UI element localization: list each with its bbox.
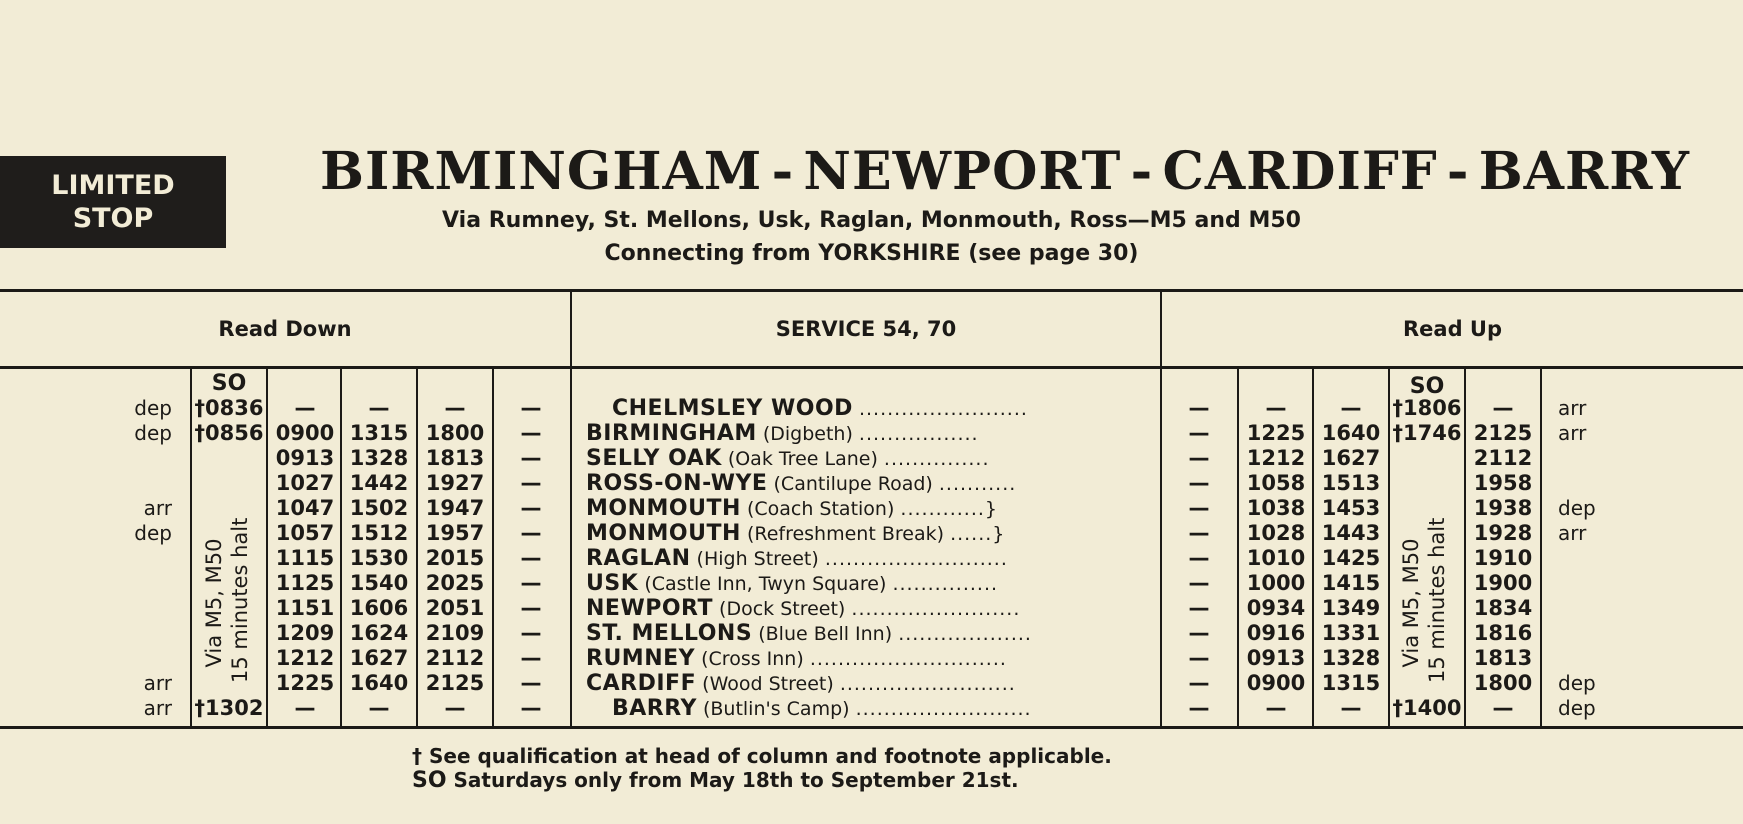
- footnote-so-text: Saturdays only from May 18th to September 21st.: [453, 768, 1019, 792]
- stop-name: CHELMSLEY WOOD: [612, 396, 853, 421]
- down-time-cell: 1800: [425, 421, 485, 445]
- up-time-cell: 1315: [1321, 671, 1381, 695]
- stop-detail: (Dock Street): [719, 598, 846, 620]
- stop-detail: (Coach Station): [746, 498, 895, 520]
- down-arr-dep-label: [112, 546, 172, 571]
- down-time-cell: 2125: [425, 671, 485, 695]
- up-time-cell: 1225: [1246, 421, 1306, 445]
- up-time-cell: 0916: [1246, 621, 1306, 645]
- up-time-cell: 1028: [1246, 521, 1306, 545]
- down-time-cell: 2015: [425, 546, 485, 570]
- stop-row: [586, 396, 1168, 421]
- stop-row: [586, 621, 1142, 646]
- title-dash-1: -: [771, 140, 795, 202]
- down-time-cell: 2025: [425, 571, 485, 595]
- down-time-cell: 1540: [349, 571, 409, 595]
- down-time-cell: —: [444, 396, 466, 420]
- up-time-cell: —: [1188, 621, 1210, 645]
- stop-leader-dots: ........................: [851, 598, 1021, 620]
- stop-row: [586, 596, 1142, 621]
- down-time-cell: —: [520, 471, 542, 495]
- up-time-cell: —: [1188, 646, 1210, 670]
- stop-detail: (Digbeth): [762, 423, 853, 445]
- down-time-cell: [192, 596, 266, 621]
- up-time-cell: †1806: [1392, 396, 1462, 420]
- read-up-header: Read Up: [1402, 317, 1502, 341]
- down-time-cell: 1209: [275, 621, 335, 645]
- header-bottom-rule: [0, 366, 1743, 369]
- stop-name: SELLY OAK: [586, 446, 722, 471]
- down-time-cell: —: [520, 396, 542, 420]
- up-arr-dep-label: [1558, 646, 1618, 671]
- up-time-cell: 1627: [1321, 446, 1381, 470]
- stop-name: RAGLAN: [586, 546, 691, 571]
- up-time-cell: —: [1188, 396, 1210, 420]
- up-arr-dep-label: [1558, 546, 1618, 571]
- up-arr-dep-label: [1558, 471, 1618, 496]
- up-time-cell: †1746: [1392, 421, 1462, 445]
- down-time-cell: [192, 621, 266, 646]
- stop-row: [586, 421, 1142, 446]
- down-time-cell: 0900: [275, 421, 335, 445]
- down-time-cell: [192, 521, 266, 546]
- stop-leader-dots: .........................: [855, 698, 1032, 720]
- up-time-cell: 1349: [1321, 596, 1381, 620]
- down-time-cell: 1512: [349, 521, 409, 545]
- stop-leader-dots: ...........: [938, 473, 1017, 495]
- up-arr-dep-label: arr: [1558, 521, 1587, 545]
- up-time-cell: 1910: [1473, 546, 1533, 570]
- title-birmingham: BIRMINGHAM: [320, 140, 763, 202]
- up-arr-dep-label: arr: [1558, 396, 1587, 420]
- stop-leader-dots: ............................: [809, 648, 1007, 670]
- up-time-cell: 1000: [1246, 571, 1306, 595]
- down-time-cell: —: [520, 696, 542, 720]
- down-arr-dep-label: dep: [134, 521, 172, 545]
- stop-row: [586, 521, 1142, 546]
- up-time-cell: —: [1492, 396, 1514, 420]
- up-time-cell: 1425: [1321, 546, 1381, 570]
- up-time-cell: 1813: [1473, 646, 1533, 670]
- up-time-cell: 1938: [1473, 496, 1533, 520]
- up-time-cell: [1390, 646, 1464, 671]
- stop-detail: (Oak Tree Lane): [727, 448, 878, 470]
- stop-name: CARDIFF: [586, 671, 697, 696]
- up-time-cell: —: [1188, 571, 1210, 595]
- up-time-cell: 1640: [1321, 421, 1381, 445]
- via-note-up-line1: Via M5, M50: [1399, 538, 1423, 668]
- down-arr-dep-label: [112, 596, 172, 621]
- up-time-cell: 1212: [1246, 446, 1306, 470]
- stop-leader-dots: ...............: [883, 448, 990, 470]
- col-sep: [1540, 369, 1542, 726]
- title-newport: NEWPORT: [803, 140, 1122, 202]
- down-time-cell: —: [520, 571, 542, 595]
- up-time-cell: 0900: [1246, 671, 1306, 695]
- up-time-cell: —: [1188, 546, 1210, 570]
- down-time-cell: —: [520, 546, 542, 570]
- up-time-cell: —: [1492, 696, 1514, 720]
- down-time-cell: †1302: [194, 696, 264, 720]
- stop-leader-dots: ............}: [900, 498, 998, 520]
- up-time-cell: 0913: [1246, 646, 1306, 670]
- down-arr-dep-label: [112, 571, 172, 596]
- down-time-cell: 1212: [275, 646, 335, 670]
- down-time-cell: [192, 496, 266, 521]
- down-time-cell: †0836: [194, 396, 264, 420]
- up-time-cell: 1331: [1321, 621, 1381, 645]
- title-cardiff: CARDIFF: [1162, 140, 1438, 202]
- up-time-cell: —: [1188, 496, 1210, 520]
- down-time-cell: 1225: [275, 671, 335, 695]
- stop-detail: (Refreshment Break): [746, 523, 945, 545]
- badge-line-2: STOP: [72, 203, 154, 234]
- stop-name: RUMNEY: [586, 646, 696, 671]
- down-time-cell: 1957: [425, 521, 485, 545]
- down-time-cell: 1813: [425, 446, 485, 470]
- up-time-cell: —: [1340, 396, 1362, 420]
- down-time-cell: [192, 646, 266, 671]
- down-time-cell: 1530: [349, 546, 409, 570]
- down-time-cell: 1125: [275, 571, 335, 595]
- up-time-cell: 1900: [1473, 571, 1533, 595]
- stop-detail: (Cantilupe Road): [773, 473, 933, 495]
- down-arr-dep-label: dep: [134, 421, 172, 445]
- up-time-cell: —: [1265, 396, 1287, 420]
- col-sep: [570, 369, 572, 726]
- stop-name: BIRMINGHAM: [586, 421, 757, 446]
- up-time-cell: —: [1188, 421, 1210, 445]
- footnote-dagger-mark: †: [412, 744, 422, 768]
- down-time-cell: —: [520, 596, 542, 620]
- down-time-cell: —: [520, 521, 542, 545]
- title-barry: BARRY: [1478, 140, 1690, 202]
- stop-row: [586, 646, 1142, 671]
- up-time-cell: 1010: [1246, 546, 1306, 570]
- up-time-cell: 1328: [1321, 646, 1381, 670]
- down-time-cell: 1624: [349, 621, 409, 645]
- down-time-cell: [192, 446, 266, 471]
- up-time-cell: 1816: [1473, 621, 1533, 645]
- route-via-subtitle: Via Rumney, St. Mellons, Usk, Raglan, Monmouth, Ross—M5 and M50: [442, 208, 1301, 233]
- up-time-cell: 1958: [1473, 471, 1533, 495]
- up-time-cell: 1443: [1321, 521, 1381, 545]
- stop-name: BARRY: [612, 696, 697, 721]
- up-time-cell: —: [1265, 696, 1287, 720]
- table-bottom-rule: [0, 726, 1743, 729]
- down-time-cell: —: [294, 396, 316, 420]
- up-time-cell: —: [1188, 521, 1210, 545]
- up-time-cell: —: [1188, 671, 1210, 695]
- via-note-down-line1: Via M5, M50: [202, 538, 226, 668]
- down-arr-dep-label: dep: [134, 396, 172, 420]
- up-time-cell: 2125: [1473, 421, 1533, 445]
- stop-leader-dots: .........................: [839, 673, 1016, 695]
- up-time-cell: 1038: [1246, 496, 1306, 520]
- up-arr-dep-label: dep: [1558, 496, 1596, 520]
- up-time-cell: [1390, 446, 1464, 471]
- down-time-cell: [192, 546, 266, 571]
- down-arr-dep-label: arr: [143, 496, 172, 520]
- down-time-cell: 1927: [425, 471, 485, 495]
- down-time-cell: 1057: [275, 521, 335, 545]
- down-time-cell: —: [520, 646, 542, 670]
- up-arr-dep-label: [1558, 571, 1618, 596]
- down-time-cell: —: [294, 696, 316, 720]
- footnote-so-mark: SO: [412, 768, 447, 793]
- up-time-cell: —: [1188, 696, 1210, 720]
- up-arr-dep-label: dep: [1558, 671, 1596, 695]
- down-time-cell: 1627: [349, 646, 409, 670]
- stop-detail: (Castle Inn, Twyn Square): [644, 573, 887, 595]
- up-time-cell: [1390, 621, 1464, 646]
- down-time-cell: 1047: [275, 496, 335, 520]
- down-time-cell: —: [520, 446, 542, 470]
- down-time-cell: —: [368, 396, 390, 420]
- down-time-cell: 1315: [349, 421, 409, 445]
- down-time-cell: 2112: [425, 646, 485, 670]
- stop-leader-dots: ...................: [898, 623, 1032, 645]
- up-time-cell: 1928: [1473, 521, 1533, 545]
- down-arr-dep-label: [112, 621, 172, 646]
- up-time-cell: 2112: [1473, 446, 1533, 470]
- stop-detail: (Blue Bell Inn): [758, 623, 893, 645]
- stop-row: [586, 471, 1142, 496]
- footnote-dagger: [412, 744, 1112, 768]
- up-time-cell: 1058: [1246, 471, 1306, 495]
- down-arr-dep-label: arr: [143, 671, 172, 695]
- stop-row: [586, 496, 1142, 521]
- up-time-cell: —: [1188, 446, 1210, 470]
- down-time-cell: [192, 471, 266, 496]
- down-time-cell: —: [520, 621, 542, 645]
- up-time-cell: [1390, 596, 1464, 621]
- badge-line-1: LIMITED: [51, 170, 175, 201]
- up-arr-dep-label: [1558, 596, 1618, 621]
- up-time-cell: —: [1340, 696, 1362, 720]
- stop-name: USK: [586, 571, 639, 596]
- down-time-cell: 1151: [275, 596, 335, 620]
- down-time-cell: —: [520, 671, 542, 695]
- up-time-cell: 1453: [1321, 496, 1381, 520]
- stop-detail: (Cross Inn): [701, 648, 804, 670]
- up-arr-dep-label: [1558, 621, 1618, 646]
- stop-leader-dots: ...............: [892, 573, 999, 595]
- down-time-cell: —: [444, 696, 466, 720]
- down-time-cell: —: [520, 421, 542, 445]
- up-time-cell: [1390, 471, 1464, 496]
- stop-row: [586, 671, 1142, 696]
- down-arr-dep-label: [112, 646, 172, 671]
- stop-detail: (High Street): [696, 548, 819, 570]
- up-time-cell: †1400: [1392, 696, 1462, 720]
- via-note-down-line2: 15 minutes halt: [228, 517, 252, 683]
- down-arr-dep-label: [112, 446, 172, 471]
- stop-row: [586, 546, 1142, 571]
- connection-subtitle: Connecting from YORKSHIRE (see page 30): [604, 241, 1139, 266]
- up-time-cell: 1513: [1321, 471, 1381, 495]
- down-arr-dep-label: [112, 471, 172, 496]
- up-time-cell: 1834: [1473, 596, 1533, 620]
- title-dash-3: -: [1446, 140, 1470, 202]
- stop-name: ST. MELLONS: [586, 621, 753, 646]
- read-down-header: Read Down: [218, 317, 352, 341]
- up-time-cell: [1390, 671, 1464, 696]
- stop-leader-dots: ......}: [950, 523, 1006, 545]
- stop-row: [586, 571, 1142, 596]
- down-time-cell: 1115: [275, 546, 335, 570]
- so-header-up: SO: [1409, 374, 1445, 399]
- up-time-cell: [1390, 571, 1464, 596]
- title-dash-2: -: [1130, 140, 1154, 202]
- up-time-cell: [1390, 546, 1464, 571]
- down-time-cell: 1947: [425, 496, 485, 520]
- stop-name: ROSS-ON-WYE: [586, 471, 768, 496]
- footnote-dagger-text: See qualification at head of column and footnote applicable.: [428, 744, 1112, 768]
- down-time-cell: 0913: [275, 446, 335, 470]
- down-arr-dep-label: arr: [143, 696, 172, 720]
- limited-stop-badge: [0, 156, 226, 248]
- via-note-up-line2: 15 minutes halt: [1425, 517, 1449, 683]
- up-time-cell: [1390, 496, 1464, 521]
- footnote-so: [412, 768, 1019, 793]
- down-time-cell: 2109: [425, 621, 485, 645]
- stop-row: [586, 446, 1142, 471]
- down-time-cell: 2051: [425, 596, 485, 620]
- down-time-cell: 1328: [349, 446, 409, 470]
- route-title: [320, 136, 1690, 206]
- up-time-cell: 1800: [1473, 671, 1533, 695]
- down-time-cell: —: [520, 496, 542, 520]
- down-time-cell: [192, 671, 266, 696]
- down-time-cell: 1502: [349, 496, 409, 520]
- stop-name: MONMOUTH: [586, 496, 741, 521]
- down-time-cell: 1640: [349, 671, 409, 695]
- up-time-cell: [1390, 521, 1464, 546]
- stop-name: MONMOUTH: [586, 521, 741, 546]
- down-time-cell: —: [368, 696, 390, 720]
- stop-leader-dots: ..........................: [824, 548, 1008, 570]
- up-time-cell: —: [1188, 596, 1210, 620]
- down-time-cell: [192, 571, 266, 596]
- stop-name: NEWPORT: [586, 596, 713, 621]
- stop-detail: (Butlin's Camp): [702, 698, 850, 720]
- stop-row: [586, 696, 1168, 721]
- up-time-cell: —: [1188, 471, 1210, 495]
- up-time-cell: 1415: [1321, 571, 1381, 595]
- down-time-cell: 1027: [275, 471, 335, 495]
- up-arr-dep-label: arr: [1558, 421, 1587, 445]
- stop-detail: (Wood Street): [702, 673, 834, 695]
- so-header-down: SO: [211, 371, 247, 396]
- stop-leader-dots: ........................: [858, 398, 1028, 420]
- stop-leader-dots: .................: [858, 423, 979, 445]
- service-header: SERVICE 54, 70: [775, 317, 957, 341]
- down-time-cell: 1442: [349, 471, 409, 495]
- up-arr-dep-label: dep: [1558, 696, 1596, 720]
- down-time-cell: †0856: [194, 421, 264, 445]
- down-time-cell: 1606: [349, 596, 409, 620]
- up-arr-dep-label: [1558, 446, 1618, 471]
- up-time-cell: 0934: [1246, 596, 1306, 620]
